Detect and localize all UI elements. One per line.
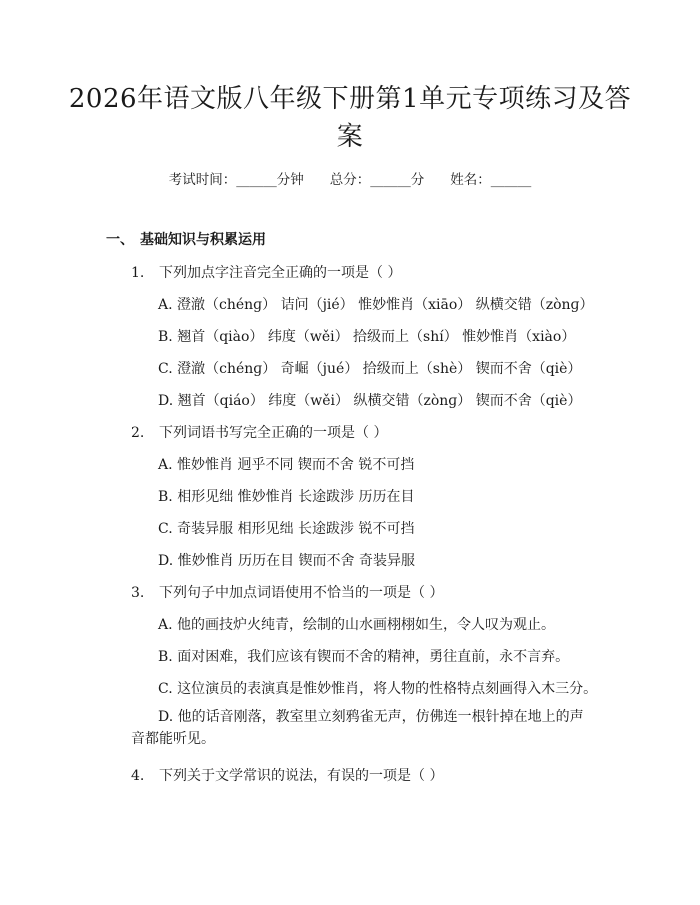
exam-info-line [0, 168, 700, 188]
question-number: 2. [131, 425, 145, 441]
question-3-option-d: D. 他的话音刚落，教室里立刻鸦雀无声，仿佛连一根针掉在地上的声音都能听见。 [131, 709, 584, 747]
question-2-option-b: B. 相形见绌 惟妙惟肖 长途跋涉 历历在目 [158, 489, 415, 505]
question-2-option-a: A. 惟妙惟肖 迥乎不同 锲而不舍 锐不可挡 [158, 457, 415, 473]
question-1-option-b: B. 翘首（qiào） 纬度（wěi） 拾级而上（shí） 惟妙惟肖（xiào） [158, 329, 576, 345]
question-1-option-a: A. 澄澈（chénɡ） 诘问（jié） 惟妙惟肖（xiāo） 纵横交错（zònɡ） [158, 297, 594, 313]
question-text: 下列词语书写完全正确的一项是（ ） [159, 425, 388, 441]
student-name-field: 姓名：______ [450, 172, 532, 188]
section-number: 一、 [106, 232, 134, 248]
question-4 [131, 765, 443, 785]
question-3-option-c: C. 这位演员的表演真是惟妙惟肖，将人物的性格特点刻画得入木三分。 [158, 681, 598, 697]
question-number: 3. [131, 585, 145, 601]
exam-time-field: 考试时间：______分钟 [168, 172, 304, 188]
question-2 [131, 422, 387, 442]
question-number: 4. [131, 768, 145, 784]
question-2-option-c: C. 奇装异服 相形见绌 长途跋涉 锐不可挡 [158, 521, 415, 537]
section-title: 基础知识与积累运用 [140, 232, 266, 248]
question-2-option-d: D. 惟妙惟肖 历历在目 锲而不舍 奇装异服 [158, 553, 415, 569]
question-3-option-b: B. 面对困难，我们应该有锲而不舍的精神，勇往直前，永不言弃。 [158, 649, 570, 665]
question-1-option-c: C. 澄澈（chénɡ） 奇崛（jué） 拾级而上（shè） 锲而不舍（qiè） [158, 361, 582, 377]
question-text: 下列句子中加点词语使用不恰当的一项是（ ） [159, 585, 444, 601]
question-3 [131, 582, 443, 602]
section-heading [106, 229, 266, 249]
document-title: 2026年语文版八年级下册第1单元专项练习及答案 [68, 84, 632, 152]
question-1-option-d: D. 翘首（qiáo） 纬度（wěi） 纵横交错（zònɡ） 锲而不舍（qiè） [158, 393, 582, 409]
total-score-field: 总分：______分 [329, 172, 425, 188]
question-text: 下列加点字注音完全正确的一项是（ ） [159, 265, 402, 281]
question-3-option-a: A. 他的画技炉火纯青，绘制的山水画栩栩如生，令人叹为观止。 [158, 617, 556, 633]
question-1 [131, 262, 401, 282]
question-text: 下列关于文学常识的说法，有误的一项是（ ） [159, 768, 444, 784]
question-number: 1. [131, 265, 145, 281]
